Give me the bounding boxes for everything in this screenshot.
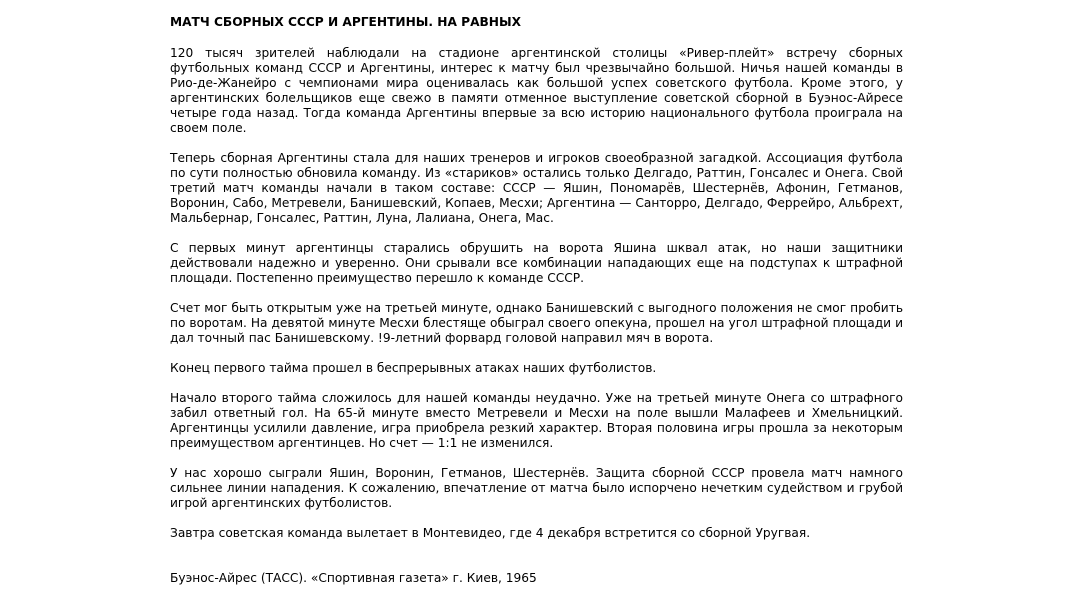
article-paragraph: С первых минут аргентинцы старались обрушить на ворота Яшина шквал атак, но наши защитники действовали надежно и уверенно. Они срывали все комбинации нападающих еще на подступах к штрафной площади. Постепенно преимущество перешло к команде СССР.: [170, 241, 903, 285]
article-paragraph: Начало второго тайма сложилось для нашей команды неудачно. Уже на третьей минуте Онега со штрафного забил ответный гол. На 65-й минуте вместо Метревели и Месхи на поле вышли Малафеев и Хмельницкий. Аргентинцы усилили давление, игра приобрела резкий характер. Вторая половина игры прошла за некоторым преимуществом аргентинцев. Но счет — 1:1 не изменился.: [170, 391, 903, 450]
article-source: Буэнос-Айрес (ТАСС). «Спортивная газета» г. Киев, 1965: [170, 571, 537, 585]
article: [170, 15, 903, 586]
article-paragraph: У нас хорошо сыграли Яшин, Воронин, Гетманов, Шестернёв. Защита сборной СССР провела матч намного сильнее линии нападения. К сожалению, впечатление от матча было испорчено нечетким судейством и грубой игрой аргентинских футболистов.: [170, 466, 903, 510]
article-paragraph: Конец первого тайма прошел в беспрерывных атаках наших футболистов.: [170, 361, 657, 375]
article-paragraph: Счет мог быть открытым уже на третьей минуте, однако Банишевский с выгодного положения не смог пробить по воротам. На девятой минуте Месхи блестяще обыграл своего опекуна, прошел на угол штрафной площади и дал точный пас Банишевскому. !9-летний форвард головой направил мяч в ворота.: [170, 301, 903, 345]
article-paragraph: Теперь сборная Аргентины стала для наших тренеров и игроков своеобразной загадкой. Ассоциация футбола по сути полностью обновила команду. Из «стариков» остались только Делгадо, Раттин, Гонсалес и Онега. Свой третий матч команды начали в таком составе: СССР — Яшин, Пономарёв, Шестернёв, Афонин, Гетманов, Воронин, Сабо, Метревели, Банишевский, Копаев, Месхи; Аргентина — Санторро, Делгадо, Феррейро, Альбрехт, Мальбернар, Гонсалес, Раттин, Луна, Лалиана, Онега, Мас.: [170, 151, 903, 225]
article-title: МАТЧ СБОРНЫХ СССР И АРГЕНТИНЫ. НА РАВНЫХ: [170, 15, 522, 29]
article-paragraph: 120 тысяч зрителей наблюдали на стадионе аргентинской столицы «Ривер-плейт» встречу сборных футбольных команд СССР и Аргентины, интерес к матчу был чрезвычайно большой. Ничья нашей команды в Рио-де-Жанейро с чемпионами мира оценивалась как большой успех советского футбола. Кроме этого, у аргентинских болельщиков еще свежо в памяти отменное выступление советской сборной в Буэнос-Айресе четыре года назад. Тогда команда Аргентины впервые за всю историю национального футбола проиграла на своем поле.: [170, 46, 903, 135]
article-paragraph: Завтра советская команда вылетает в Монтевидео, где 4 декабря встретится со сборной Уругвая.: [170, 526, 811, 540]
